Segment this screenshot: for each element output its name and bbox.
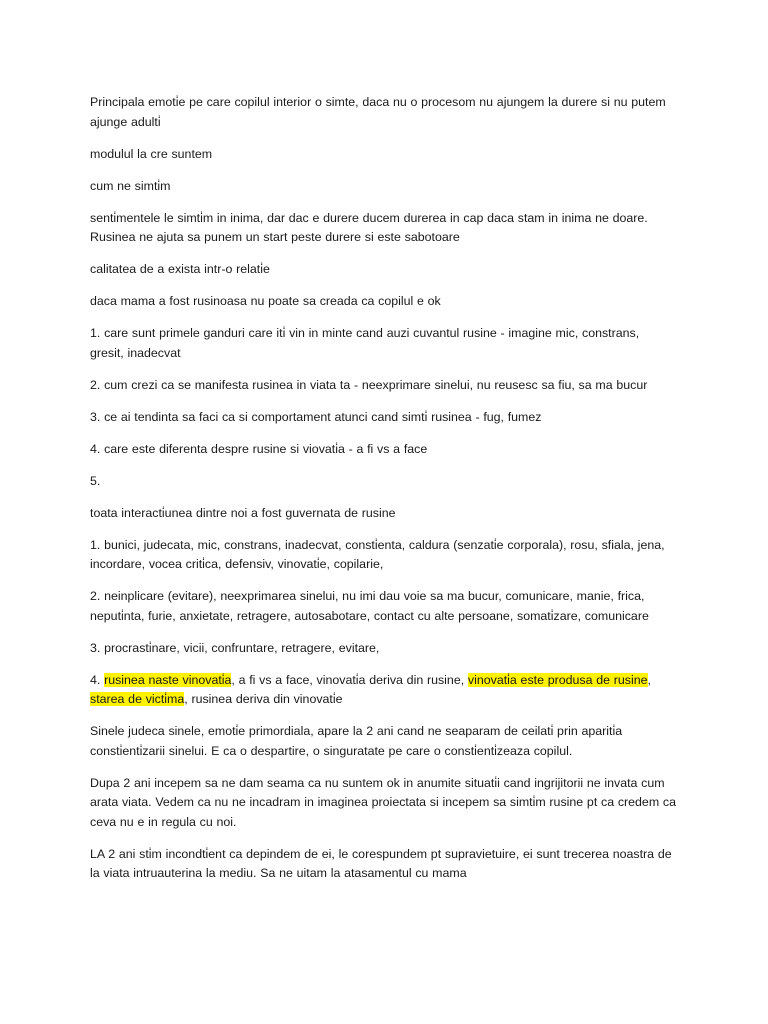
- paragraph-1: Principala emoti̇e pe care copilul interior o simte, daca nu o procesom nu ajungem la durere si nu putem ajunge adulti̇: [90, 95, 666, 129]
- text-segment: 4.: [90, 672, 105, 687]
- paragraph-15: 3. procrasti̇nare, vicii, confruntare, retragere, evitare,: [90, 640, 380, 655]
- paragraph-3: cum ne simti̇m: [90, 178, 171, 193]
- paragraph-4: senti̇mentele le simti̇m in inima, dar dac e durere ducem durerea in cap daca stam in inima ne doare. Rusinea ne ajuta sa punem un start peste durere si este sabotoare: [90, 210, 648, 244]
- paragraph-9: 3. ce ai tendinta sa faci ca si comportament atunci cand simti̇ rusinea - fug, fumez: [90, 409, 542, 424]
- paragraph-18: Dupa 2 ani incepem sa ne dam seama ca nu suntem ok in anumite situati̇i cand ingrijitorii ne invata cum arata viata. Vedem ca nu ne incadram in imaginea proiectata si incepem sa simti̇m rusine pt ca credem ca ceva nu e in regula cu noi.: [90, 775, 676, 829]
- paragraph-7: 1. care sunt primele ganduri care iti̇ vin in minte cand auzi cuvantul rusine - imagine mic, constrans, gresit, inadecvat: [90, 326, 640, 360]
- paragraph-14: 2. neinplicare (evitare), neexprimarea sinelui, nu imi dau voie sa ma bucur, comunicare, manie, frica, neputi̇nta, furie, anxietate, retragere, autosabotare, contact cu alte persoane, somati̇zare, comunicare: [90, 589, 649, 623]
- highlighted-text: rusinea naste vinovati̇a: [104, 672, 232, 687]
- paragraph-8: 2. cum crezi ca se manifesta rusinea in viata ta - neexprimare sinelui, nu reusesc sa fiu, sa ma bucur: [90, 377, 648, 392]
- paragraph-2: modulul la cre suntem: [90, 146, 213, 161]
- text-segment: , a fi vs a face, vinovati̇a deriva din rusine,: [231, 672, 468, 687]
- paragraph-17: Sinele judeca sinele, emoti̇e primordiala, apare la 2 ani cand ne seaparam de ceilati̇ prin apariti̇a consti̇enti̇zarii sinelui. E ca o despartire, o singuratate pe care o consti̇enti̇zeaza copilul.: [90, 724, 623, 758]
- paragraph-19: LA 2 ani sti̇m incondti̇ent ca depindem de ei, le corespundem pt supravietuire, ei sunt trecerea noastra de la viata intruauterina la mediu. Sa ne uitam la atasamentul cu mama: [90, 846, 672, 880]
- paragraph-16: [90, 671, 676, 710]
- paragraph-5: calitatea de a exista intr-o relati̇e: [90, 262, 270, 276]
- paragraph-12: toata interacti̇unea dintre noi a fost guvernata de rusine: [90, 505, 396, 520]
- paragraph-10: 4. care este diferenta despre rusine si viovati̇a - a fi vs a face: [90, 441, 428, 456]
- highlighted-text: vinovati̇a este produsa de rusine: [467, 672, 648, 687]
- text-segment: ,: [647, 672, 651, 687]
- paragraph-13: 1. bunici, judecata, mic, constrans, inadecvat, consti̇enta, caldura (senzati̇e corporala), rosu, sfiala, jena, incordare, vocea criti̇ca, defensiv, vinovati̇e, copilarie,: [90, 537, 665, 571]
- text-segment: , rusinea deriva din vinovati̇e: [184, 692, 343, 706]
- paragraph-11: 5.: [90, 473, 101, 488]
- highlighted-text: starea de victi̇ma: [90, 692, 185, 706]
- paragraph-6: daca mama a fost rusinoasa nu poate sa creada ca copilul e ok: [90, 294, 441, 308]
